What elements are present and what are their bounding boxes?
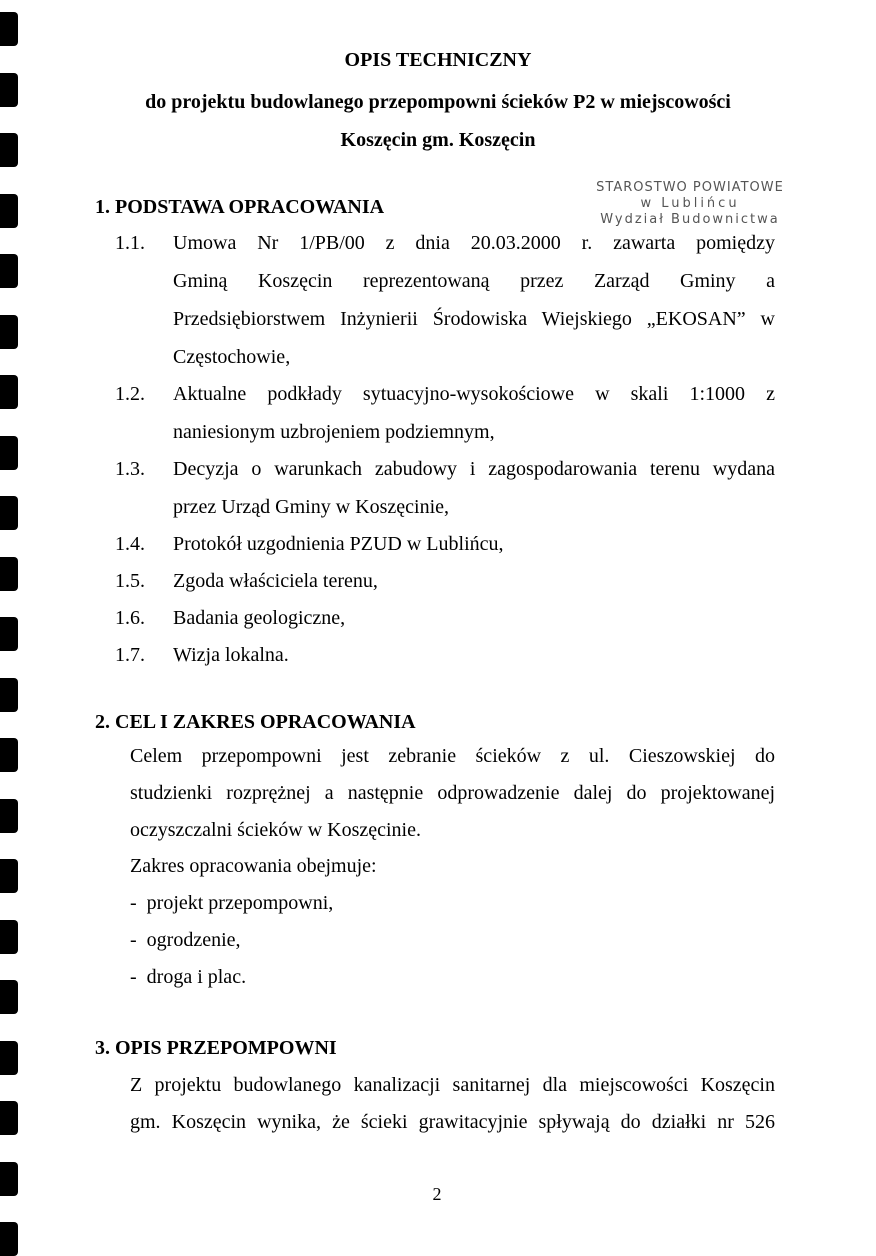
document-title: OPIS TECHNICZNY (344, 49, 532, 71)
stamp-line: w Lublińcu (640, 196, 740, 211)
section-heading: 1. PODSTAWA OPRACOWANIA (95, 196, 385, 218)
binding-hole (0, 678, 18, 712)
binding-hole (0, 799, 18, 833)
paragraph-line: Celem przepompowni jest zebranie ścieków z ul. Cieszowskiej do (130, 745, 775, 767)
binding-hole (0, 980, 18, 1014)
binding-hole (0, 738, 18, 772)
item-text: Protokół uzgodnienia PZUD w Lublińcu, (173, 533, 504, 555)
item-text: Zgoda właściciela terenu, (173, 570, 378, 592)
paragraph-line: oczyszczalni ścieków w Koszęcinie. (130, 819, 421, 841)
binding-hole (0, 859, 18, 893)
binding-hole (0, 12, 18, 46)
scope-intro: Zakres opracowania obejmuje: (130, 855, 377, 877)
section-heading: 3. OPIS PRZEPOMPOWNI (95, 1037, 337, 1059)
binding-hole (0, 1101, 18, 1135)
paragraph-line: gm. Koszęcin wynika, że ścieki grawitacyjnie spływają do działki nr 526 (130, 1111, 775, 1133)
stamp-line: STAROSTWO POWIATOWE (596, 180, 784, 195)
item-text: Umowa Nr 1/PB/00 z dnia 20.03.2000 r. zawarta pomiędzy (173, 232, 775, 254)
binding-hole (0, 496, 18, 530)
item-text: Przedsiębiorstwem Inżynierii Środowiska Wiejskiego „EKOSAN” w (173, 308, 775, 330)
binding-hole (0, 1041, 18, 1075)
binding-hole (0, 315, 18, 349)
item-number: 1.2. (115, 383, 145, 405)
page-number: 2 (432, 1184, 442, 1204)
item-number: 1.3. (115, 458, 145, 480)
binding-hole (0, 617, 18, 651)
item-text: Aktualne podkłady sytuacyjno-wysokościowe w skali 1:1000 z (173, 383, 775, 405)
item-number: 1.4. (115, 533, 145, 555)
item-number: 1.6. (115, 607, 145, 629)
item-text: Wizja lokalna. (173, 644, 289, 666)
paragraph-line: Z projektu budowlanego kanalizacji sanitarnej dla miejscowości Koszęcin (130, 1074, 775, 1096)
binding-hole (0, 254, 18, 288)
item-number: 1.1. (115, 232, 145, 254)
paragraph-line: studzienki rozprężnej a następnie odprowadzenie dalej do projektowanej (130, 782, 775, 804)
item-number: 1.7. (115, 644, 145, 666)
item-text: Badania geologiczne, (173, 607, 346, 629)
binding-hole (0, 1222, 18, 1256)
scope-item: - ogrodzenie, (130, 929, 241, 951)
item-text: naniesionym uzbrojeniem podziemnym, (173, 421, 495, 443)
scope-item: - projekt przepompowni, (130, 892, 334, 914)
item-text: przez Urząd Gminy w Koszęcinie, (173, 496, 449, 518)
item-text: Decyzja o warunkach zabudowy i zagospodarowania terenu wydana (173, 458, 775, 480)
item-text: Częstochowie, (173, 346, 291, 368)
document-subtitle: do projektu budowlanego przepompowni ścieków P2 w miejscowości (145, 91, 731, 113)
document-subtitle-location: Koszęcin gm. Koszęcin (340, 129, 536, 151)
item-text: Gminą Koszęcin reprezentowaną przez Zarząd Gminy a (173, 270, 775, 292)
binding-hole (0, 557, 18, 591)
scope-item: - droga i plac. (130, 966, 247, 988)
item-number: 1.5. (115, 570, 145, 592)
binding-hole (0, 375, 18, 409)
binding-hole (0, 194, 18, 228)
binding-hole (0, 920, 18, 954)
stamp-line: Wydział Budownictwa (600, 212, 780, 227)
binding-hole (0, 436, 18, 470)
section-heading: 2. CEL I ZAKRES OPRACOWANIA (95, 711, 416, 733)
